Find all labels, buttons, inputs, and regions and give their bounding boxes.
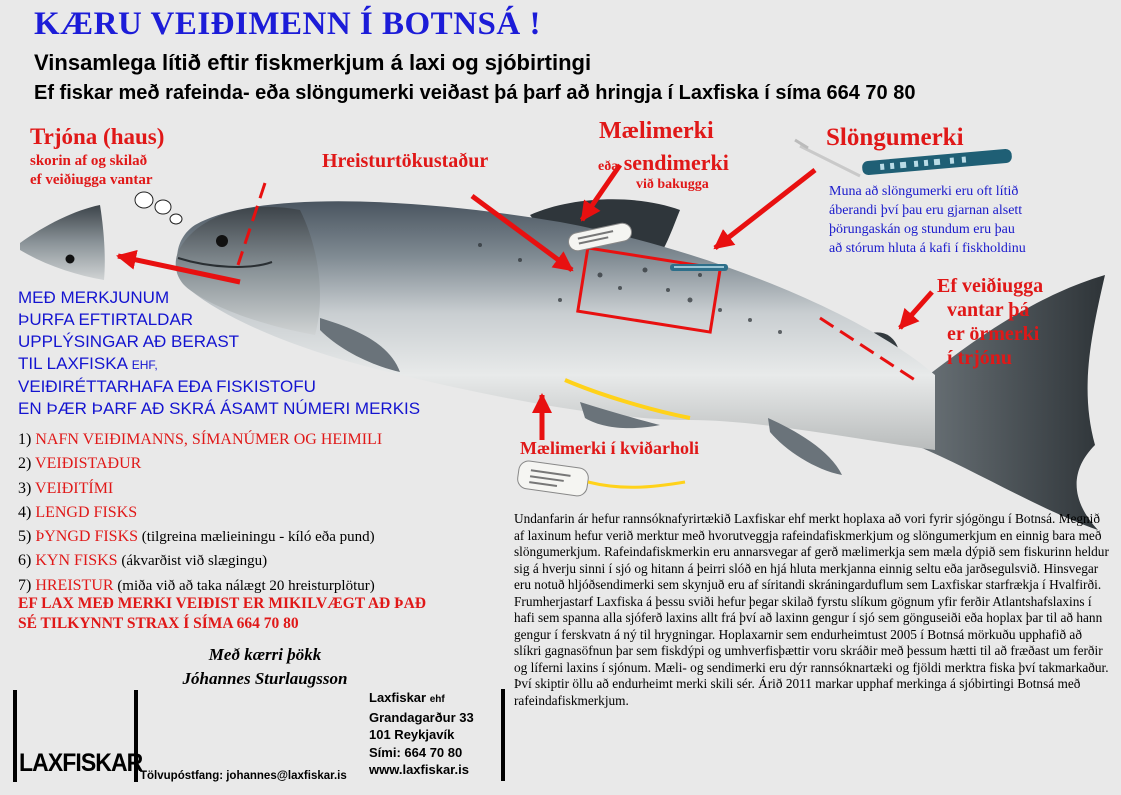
ormerki-line: er örmerki bbox=[947, 323, 1040, 345]
fish-eye bbox=[216, 235, 228, 247]
belly-data-tag bbox=[516, 460, 589, 497]
arrow-to-adipose bbox=[900, 292, 932, 328]
slongu-note-line: Muna að slöngumerki eru oft lítið bbox=[829, 184, 1019, 199]
list-item: 2) VEIÐISTAÐUR bbox=[18, 455, 142, 473]
maelimerki-send: sendimerki bbox=[623, 150, 729, 175]
list-item: 5) ÞYNGD FISKS (tilgreina mælieiningu - kíló eða pund) bbox=[18, 528, 375, 546]
website[interactable]: www.laxfiskar.is bbox=[369, 762, 469, 777]
tube-tag-on-fish bbox=[670, 264, 728, 271]
subtitle-2: Ef fiskar með rafeinda- eða slöngumerki veiðast þá þarf að hringja í Laxfiska í síma 664 70 80 bbox=[34, 82, 916, 104]
maelimerki-eda-line bbox=[598, 150, 729, 176]
signature bbox=[140, 643, 390, 691]
list-item: 3) VEIÐITÍMI bbox=[18, 479, 114, 497]
notice-line: EN ÞÆR ÞARF AÐ SKRÁ ÁSAMT NÚMERI MERKIS bbox=[18, 399, 421, 418]
slongumerki-title: Slöngumerki bbox=[826, 124, 964, 151]
slongu-note-line: áberandi því þau eru gjarnan alsett bbox=[829, 203, 1023, 218]
arrow-to-tube-tag bbox=[715, 170, 815, 248]
list-item: 7) HREISTUR (miða við að taka nálægt 20 hreisturplötur) bbox=[18, 576, 375, 594]
subtitle-1: Vinsamlega lítið eftir fiskmerkjum á laxi og sjóbirtingi bbox=[34, 50, 592, 75]
notice-line bbox=[18, 353, 420, 376]
thought-bubble bbox=[135, 192, 153, 208]
info-list bbox=[18, 428, 382, 598]
notice-block bbox=[18, 287, 420, 420]
ormerki-line: í trjónu bbox=[947, 347, 1012, 369]
ormerki-note bbox=[937, 274, 1043, 370]
trjona-note bbox=[30, 152, 152, 190]
kvidarhol-label: Mælimerki í kviðarholi bbox=[520, 438, 699, 458]
signature-line1: Með kærri þökk bbox=[208, 645, 322, 664]
research-paragraph: Undanfarin ár hefur rannsóknafyrirtækið Laxfiskar ehf merkt hoplaxa að vori fyrir sjógöngu í Botnsá. Megnið af laxinum hefur verið merktur með hvorutveggja rafeindafiskmerkjum og slöngumerkjum en einnig bara með slöngumerkjum. Rafeindafiskmerkin eru annarsvegar af gerð mælimerkja sem mæla dýpið sem fiskurinn heldur sig á hverju sinni í sjó og hitann á þeirri slóð en hjá hluta merkjanna einnig seltu eða jarðsegulsvið. Hinsvegar eru notuð hljóðsendimerki sem skynjuð eru af síritandi skráningarduflum sem Laxfiskar starfrækja í Hvalfirði. Frumherjastarf Laxfiska á þessu sviði hefur þegar skilað fyrstu slíkum gögnum yfir ferðir Atlantshafslaxins í hafi sem spanna alla sjóferð laxins allt frá því að laxinn gengur í sjó sem gönguseiði eða hoplax þar til að hann gengur í ferskvatn á ný til hrygningar. Hoplaxarnir sem endurheimtust 2005 í Botnsá mörkuðu upphafið að slíkri gagnasöfnun þar sem fiskdýpi og umhverfisþættir voru skráðir með þessum hætti til að fræðast um ferðir og líferni laxins í sjónum. Mæli- og sendimerki eru dýr rannsóknartæki og fjöldi merktra fiska því takmarkaður. Því skiptir öllu að endurheimt merki skili sér. Árið 2011 markar upphaf merkinga á sjóbirtingi Botnsá með rafeindafiskmerkjum. bbox=[514, 511, 1109, 708]
maelimerki-eda: eða bbox=[598, 159, 619, 174]
city: 101 Reykjavík bbox=[369, 727, 455, 742]
notice-line-text: TIL LAXFISKA bbox=[18, 354, 127, 373]
list-item: 6) KYN FISKS (ákvarðist við slægingu) bbox=[18, 552, 268, 570]
maelimerki-vid: við bakugga bbox=[636, 177, 709, 192]
ormerki-line: vantar þá bbox=[947, 299, 1030, 321]
notice-line: MEÐ MERKJUNUM bbox=[18, 288, 170, 307]
notice-line: UPPLÝSINGAR AÐ BERAST bbox=[18, 332, 240, 351]
cut-head bbox=[20, 205, 105, 280]
notice-ehf: EHF, bbox=[131, 358, 158, 372]
slongu-note-line: þörungaskán og stundum eru þau bbox=[829, 222, 1015, 237]
page-title: KÆRU VEIÐIMENN Í BOTNSÁ ! bbox=[34, 6, 541, 42]
company-name: Laxfiskar ehf bbox=[369, 690, 445, 705]
laxfiskar-logo bbox=[13, 690, 143, 782]
maelimerki-title: Mælimerki bbox=[599, 118, 714, 144]
trjona-title: Trjóna (haus) bbox=[30, 124, 165, 149]
street: Grandagarður 33 bbox=[369, 709, 474, 725]
address-block bbox=[369, 689, 505, 781]
phone: Sími: 664 70 80 bbox=[369, 744, 463, 760]
slongu-note-line: að stórum hluta á kafi í fiskholdinu bbox=[829, 241, 1026, 256]
trjona-sub1: skorin af og skilað bbox=[30, 153, 148, 169]
trjona-sub2: ef veiðiugga vantar bbox=[30, 172, 153, 188]
notice-line: ÞURFA EFTIRTALDAR bbox=[18, 310, 194, 329]
logo-text: LAXFISKAR bbox=[19, 749, 143, 777]
slongumerki-note bbox=[829, 182, 1026, 258]
notice-line: VEIÐIRÉTTARHAFA EÐA FISKISTOFU bbox=[18, 377, 316, 396]
signature-line2: Jóhannes Sturlaugsson bbox=[182, 669, 348, 688]
list-item: 4) LENGD FISKS bbox=[18, 503, 138, 521]
email-line: Tölvupóstfang: johannes@laxfiskar.is bbox=[140, 770, 347, 782]
report-warning: EF LAX MEÐ MERKI VEIÐIST ER MIKILVÆGT AÐ ÞAÐ SÉ TILKYNNT STRAX Í SÍMA 664 70 80 bbox=[18, 595, 426, 632]
list-item: 1) NAFN VEIÐIMANNS, SÍMANÚMER OG HEIMILI bbox=[18, 431, 383, 448]
belly-sample-wire bbox=[588, 482, 685, 487]
ormerki-line: Ef veiðiugga bbox=[937, 275, 1044, 297]
scale-site-label: Hreisturtökustaður bbox=[322, 150, 489, 172]
